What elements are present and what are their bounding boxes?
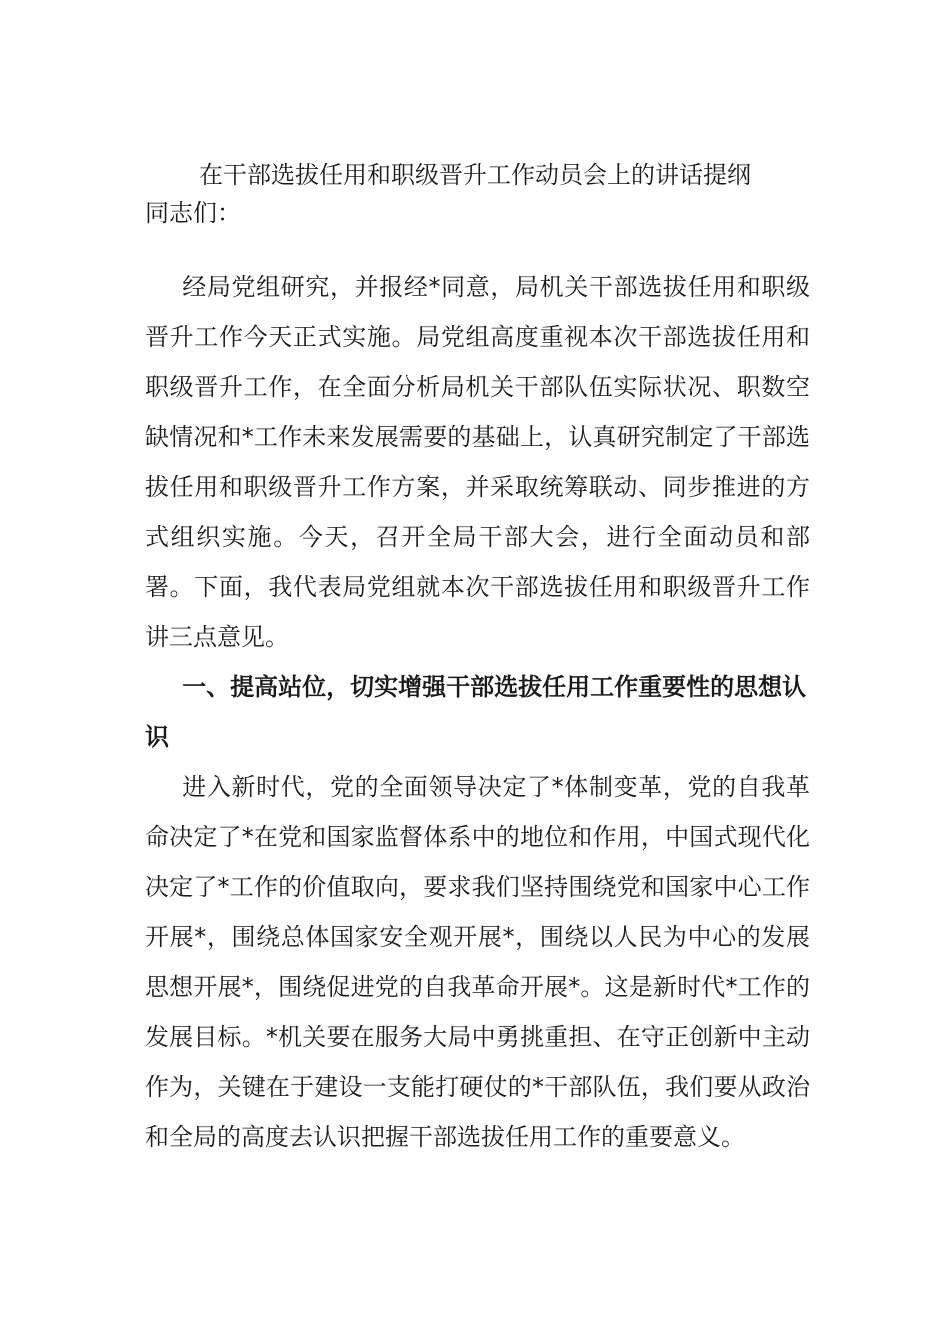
salutation: 同志们： [145,199,241,227]
section-heading-1: 一、提高站位，切实增强干部选拔任用工作重要性的思想认识 [145,673,807,751]
paragraph-section-1: 进入新时代，党的全面领导决定了*体制变革，党的自我革命决定了*在党和国家监督体系中的地位和作用，中国式现代化决定了*工作的价值取向，要求我们坚持围绕党和国家中心工作开展*，围绕总体国家安全观开展*，围绕以人民为中心的发展思想开展*，围绕促进党的自我革命开展*。这是新时代*工作的发展目标。*机关要在服务大局中勇挑重担、在守正创新中主动作为，关键在于建设一支能打硬仗的*干部队伍，我们要从政治和全局的高度去认识把握干部选拔任用工作的重要意义。 [145,773,810,1151]
paragraph-intro: 经局党组研究，并报经*同意，局机关干部选拔任用和职级晋升工作今天正式实施。局党组高度重视本次干部选拔任用和职级晋升工作，在全面分析局机关干部队伍实际状况、职数空缺情况和*工作未来发展需要的基础上，认真研究制定了干部选拔任用和职级晋升工作方案，并采取统筹联动、同步推进的方式组织实施。今天，召开全局干部大会，进行全面动员和部署。下面，我代表局党组就本次干部选拔任用和职级晋升工作讲三点意见。 [145,273,810,651]
document-title: 在干部选拔任用和职级晋升工作动员会上的讲话提纲 [199,161,751,189]
document-body [145,262,810,1162]
